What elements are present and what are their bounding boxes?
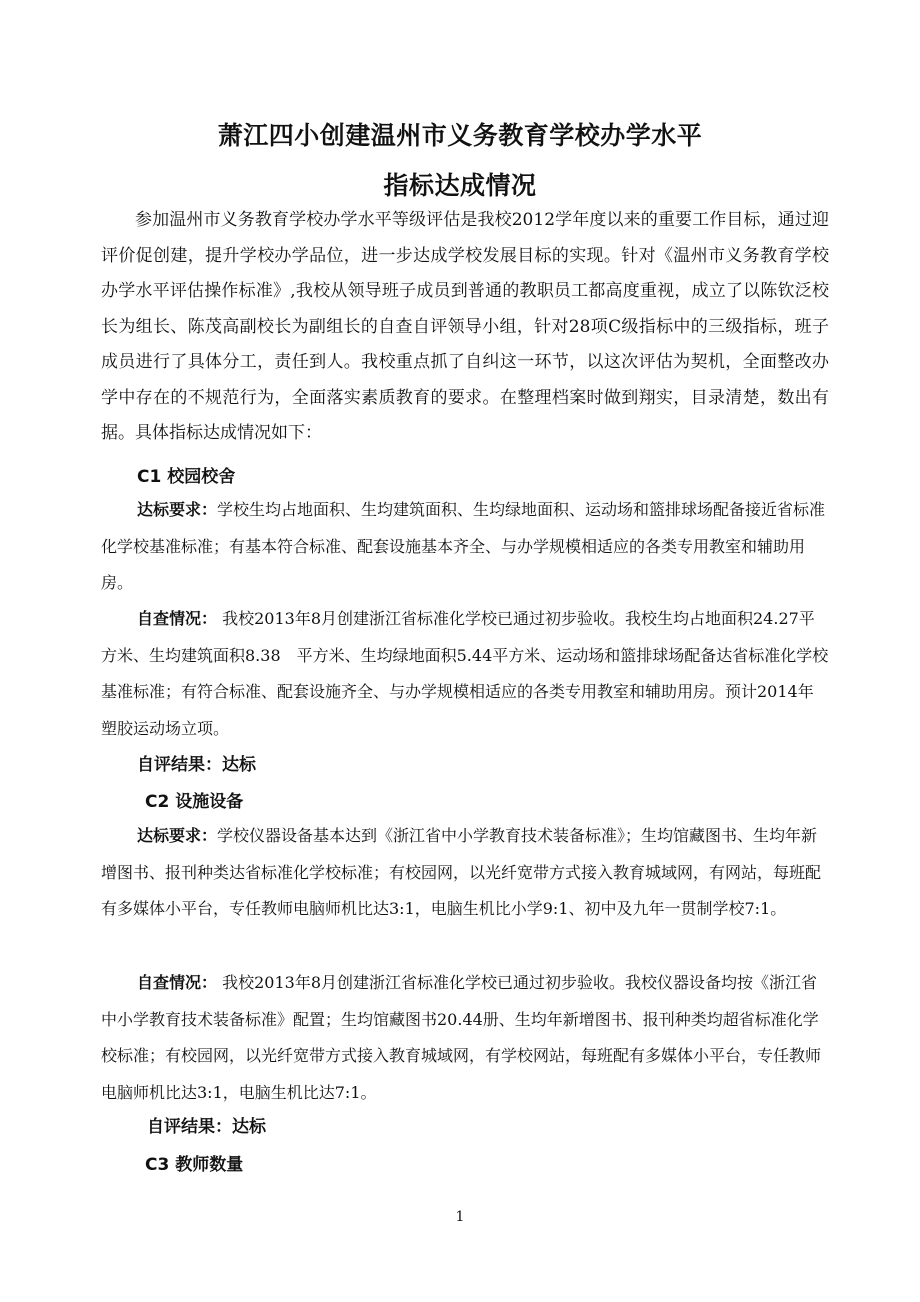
section-heading-c1: C1 校园校舍 xyxy=(137,467,236,487)
document-title: 萧江四小创建温州市义务教育学校办学水平 xyxy=(217,121,703,150)
section-heading-c3: C3 教师数量 xyxy=(145,1155,244,1175)
page-number: 1 xyxy=(455,1209,465,1225)
self-evaluation-result-c2: 自评结果：达标 xyxy=(147,1117,266,1137)
self-check-paragraph-c2 xyxy=(101,965,829,1111)
document-subtitle: 指标达成情况 xyxy=(383,171,537,200)
self-check-text-c1: 我校2013年8月创建浙江省标准化学校已通过初步验收。我校生均占地面积24.27平方米、生均建筑面积8.38 平方米、生均绿地面积5.44平方米、运动场和篮排球场配备达省标准化学校基准标准；有符合标准、配套设施齐全、与办学规模相适应的各类专用教室和辅助用房。预计2014年塑胶运动场立项。 xyxy=(101,609,829,738)
section-heading-c2: C2 设施设备 xyxy=(145,792,244,812)
requirement-paragraph-c1 xyxy=(101,492,829,602)
self-check-text-c2: 我校2013年8月创建浙江省标准化学校已通过初步验收。我校仪器设备均按《浙江省中小学教育技术装备标准》配置；生均馆藏图书20.44册、生均年新增图书、报刊种类均超省标准化学校标准；有校园网，以光纤宽带方式接入教育城域网，有学校网站，每班配有多媒体小平台，专任教师电脑师机比达3:1，电脑生机比达7:1。 xyxy=(101,973,822,1102)
self-check-label-c2: 自查情况： xyxy=(137,973,218,992)
self-check-label-c1: 自查情况： xyxy=(137,609,218,628)
self-evaluation-result-c1: 自评结果：达标 xyxy=(137,755,256,775)
requirement-paragraph-c2 xyxy=(101,818,829,928)
self-check-paragraph-c1 xyxy=(101,601,829,747)
requirement-label-c2: 达标要求： xyxy=(137,826,218,845)
requirement-text-c2: 学校仪器设备基本达到《浙江省中小学教育技术装备标准》；生均馆藏图书、生均年新增图书、报刊种类达省标准化学校标准；有校园网，以光纤宽带方式接入教育城域网，有网站，每班配有多媒体小平台，专任教师电脑师机比达3:1，电脑生机比小学9:1、初中及九年一贯制学校7:1。 xyxy=(101,826,822,918)
intro-paragraph: 参加温州市义务教育学校办学水平等级评估是我校2012学年度以来的重要工作目标，通过迎评价促创建，提升学校办学品位，进一步达成学校发展目标的实现。针对《温州市义务教育学校办学水平评估操作标准》,我校从领导班子成员到普通的教职员工都高度重视，成立了以陈钦泛校长为组长、陈茂高副校长为副组长的自查自评领导小组，针对28项C级指标中的三级指标，班子成员进行了具体分工，责任到人。我校重点抓了自纠这一环节，以这次评估为契机，全面整改办学中存在的不规范行为，全面落实素质教育的要求。在整理档案时做到翔实，目录清楚，数出有据。具体指标达成情况如下： xyxy=(101,210,829,443)
requirement-label-c1: 达标要求： xyxy=(137,500,218,519)
requirement-text-c1: 学校生均占地面积、生均建筑面积、生均绿地面积、运动场和篮排球场配备接近省标准化学校基准标准；有基本符合标准、配套设施基本齐全、与办学规模相适应的各类专用教室和辅助用房。 xyxy=(101,500,826,592)
